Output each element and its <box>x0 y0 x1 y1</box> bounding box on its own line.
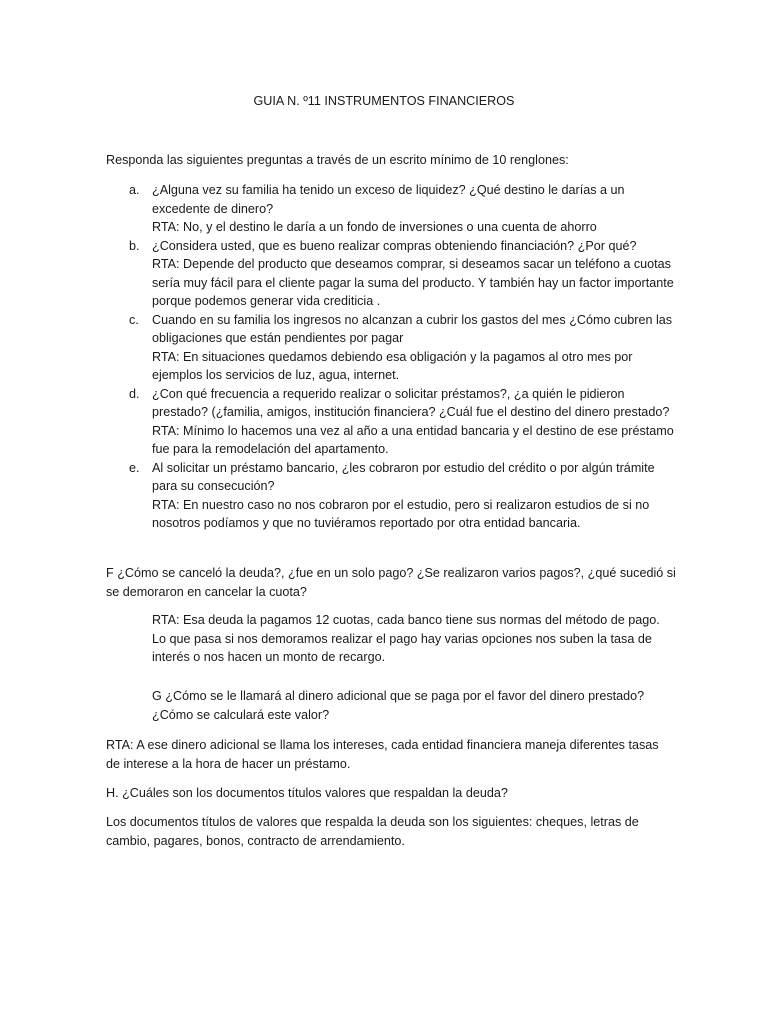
item-question: ¿Considera usted, que es bueno realizar compras obteniendo financiación? ¿Por qué? <box>152 238 637 253</box>
item-answer: RTA: En situaciones quedamos debiendo esa obligación y la pagamos al otro mes por ejemplos los servicios de luz, agua, internet. <box>152 349 633 382</box>
question-list <box>129 181 674 533</box>
list-item <box>129 237 674 311</box>
question-h: H. ¿Cuáles son los documentos títulos valores que respaldan la deuda? <box>106 786 508 800</box>
item-letter: b. <box>129 238 140 253</box>
question-f: F ¿Cómo se canceló la deuda?, ¿fue en un solo pago? ¿Se realizaron varios pagos?, ¿qué sucedió si se demoraron en cancelar la cuota? <box>106 566 676 599</box>
item-letter: d. <box>129 386 140 401</box>
document-title: GUIA N. º11 INSTRUMENTOS FINANCIEROS <box>253 94 515 108</box>
item-question: Al solicitar un préstamo bancario, ¿les cobraron por estudio del crédito o por algún trámite para su consecución? <box>152 460 655 493</box>
item-question: ¿Con qué frecuencia a requerido realizar o solicitar préstamos?, ¿a quién le pidieron prestado? (¿familia, amigos, institución financiera? ¿Cuál fue el destino del dinero prestado? <box>152 386 670 419</box>
list-item <box>129 311 674 385</box>
instructions: Responda las siguientes preguntas a través de un escrito mínimo de 10 renglones: <box>106 153 569 167</box>
answer-f: RTA: Esa deuda la pagamos 12 cuotas, cada banco tiene sus normas del método de pago. Lo que pasa si nos demoramos realizar el pago hay varias opciones nos suben la tasa de interés o nos hacen un monto de recargo. <box>152 613 660 664</box>
item-letter: a. <box>129 183 140 197</box>
item-letter: e. <box>129 460 140 475</box>
item-letter: c. <box>129 312 139 327</box>
item-answer: RTA: No, y el destino le daría a un fondo de inversiones o una cuenta de ahorro <box>152 220 597 234</box>
item-question: Cuando en su familia los ingresos no alcanzan a cubrir los gastos del mes ¿Cómo cubren las obligaciones que están pendientes por pagar <box>152 312 673 345</box>
answer-g: RTA: A ese dinero adicional se llama los intereses, cada entidad financiera maneja diferentes tasas de interese a la hora de hacer un préstamo. <box>106 738 659 771</box>
question-g: G ¿Cómo se le llamará al dinero adicional que se paga por el favor del dinero prestado? ¿Cómo se calculará este valor? <box>152 689 645 722</box>
list-item <box>129 385 674 459</box>
item-answer: RTA: Mínimo lo hacemos una vez al año a una entidad bancaria y el destino de ese préstamo fue para la remodelación del apartamento. <box>152 423 674 456</box>
item-answer: RTA: En nuestro caso no nos cobraron por el estudio, pero si realizaron estudios de si no nosotros podíamos y que no tuviéramos reportado por otra entidad bancaria. <box>152 497 650 530</box>
answer-h: Los documentos títulos de valores que respalda la deuda son los siguientes: cheques, letras de cambio, pagares, bonos, contracto de arrendamiento. <box>106 815 639 848</box>
item-answer: RTA: Depende del producto que deseamos comprar, si deseamos sacar un teléfono a cuotas sería muy fácil para el cliente pagar la suma del producto. Y también hay un factor importante porque podemos generar vida crediticia . <box>152 257 674 308</box>
item-question: ¿Alguna vez su familia ha tenido un exceso de liquidez? ¿Qué destino le darías a un excedente de dinero? <box>152 183 625 216</box>
list-item <box>129 459 674 533</box>
list-item <box>129 181 674 237</box>
